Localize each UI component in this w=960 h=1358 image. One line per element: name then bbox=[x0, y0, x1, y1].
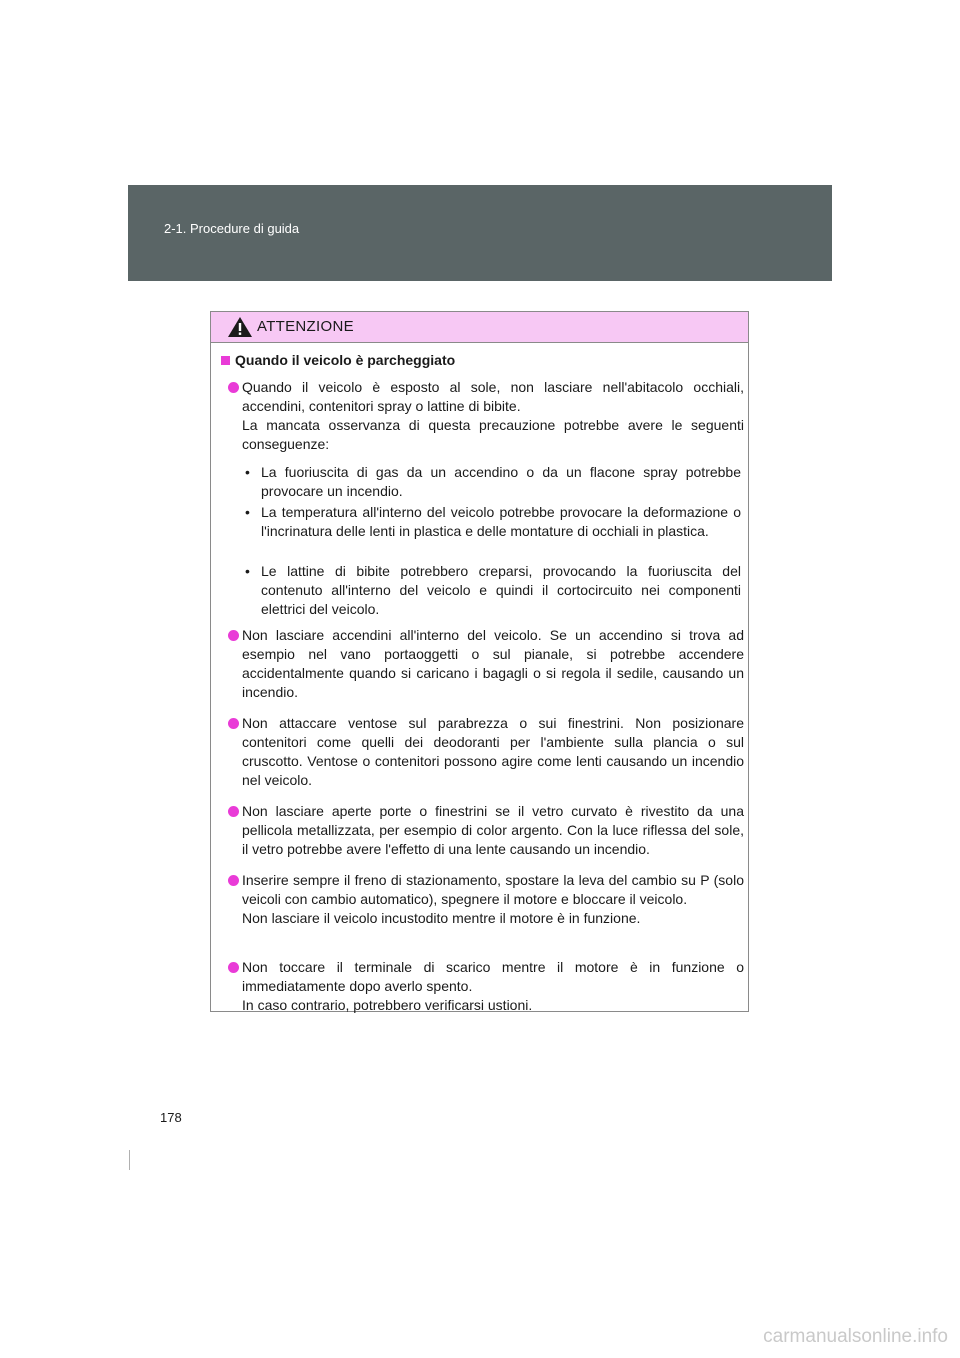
sub-bullet-text: Le lattine di bibite potrebbero creparsi, provocando la fuoriuscita del contenuto all'interno del veicolo e quindi il cortocircuito nei componenti elettrici del veicolo. bbox=[261, 563, 741, 617]
margin-mark bbox=[129, 1150, 130, 1170]
item-text: Inserire sempre il freno di stazionamento, spostare la leva del cambio su P (solo veicoli con cambio automatico), spegnere il motore e bloccare il veicolo. bbox=[242, 872, 744, 907]
warning-triangle-icon bbox=[227, 316, 253, 338]
circle-bullet-icon bbox=[228, 718, 239, 729]
warning-item bbox=[228, 626, 744, 702]
item-text: Non lasciare accendini all'interno del veicolo. Se un accendino si trova ad esempio nel vano portaoggetti o sul pianale, si potrebbe accendere accidentalmente quando si caricano i bagagli o si regola il sedile, causando un incendio. bbox=[242, 627, 744, 700]
circle-bullet-icon bbox=[228, 382, 239, 393]
watermark: carmanualsonline.info bbox=[763, 1326, 948, 1347]
warning-header bbox=[211, 312, 748, 343]
item-text: Non attaccare ventose sul parabrezza o sui finestrini. Non posizionare contenitori come quelli dei deodoranti per l'ambiente sulla plancia o sul cruscotto. Ventose o contenitori possono agire come lenti causando un incendio nel veicolo. bbox=[242, 715, 744, 788]
circle-bullet-icon bbox=[228, 630, 239, 641]
sub-bullet-item bbox=[245, 562, 741, 619]
circle-bullet-icon bbox=[228, 875, 239, 886]
header-band bbox=[128, 185, 832, 281]
item-text: Non lasciare aperte porte o finestrini se il vetro curvato è rivestito da una pellicola metallizzata, per esempio di color argento. Con la luce riflessa del sole, il vetro potrebbe avere l'effetto di una lente causando un incendio. bbox=[242, 803, 744, 857]
warning-item bbox=[228, 871, 744, 928]
sub-bullet-marker: • bbox=[245, 504, 250, 520]
square-bullet-icon bbox=[221, 356, 230, 365]
sub-bullet-item bbox=[245, 463, 741, 501]
item-text: Quando il veicolo è esposto al sole, non lasciare nell'abitacolo occhiali, accendini, contenitori spray o lattine di bibite. bbox=[242, 379, 744, 414]
warning-item bbox=[228, 714, 744, 790]
section-heading-text: Quando il veicolo è parcheggiato bbox=[235, 352, 456, 368]
warning-content bbox=[211, 342, 748, 1011]
warning-box bbox=[210, 311, 749, 1012]
item-text: Non toccare il terminale di scarico mentre il motore è in funzione o immediatamente dopo averlo spento. bbox=[242, 959, 744, 994]
item-text-continued: Non lasciare il veicolo incustodito mentre il motore è in funzione. bbox=[242, 910, 641, 926]
section-title: 2-1. Procedure di guida bbox=[164, 221, 300, 236]
sub-bullet-item bbox=[245, 503, 741, 541]
sub-bullet-text: La fuoriuscita di gas da un accendino o da un flacone spray potrebbe provocare un incendio. bbox=[261, 464, 741, 499]
sub-bullet-marker: • bbox=[245, 464, 250, 480]
item-text-continued: La mancata osservanza di questa precauzione potrebbe avere le seguenti conseguenze: bbox=[242, 417, 744, 452]
page-number: 178 bbox=[160, 1110, 182, 1125]
circle-bullet-icon bbox=[228, 806, 239, 817]
warning-title: ATTENZIONE bbox=[257, 318, 354, 335]
sub-bullet-marker: • bbox=[245, 563, 250, 579]
circle-bullet-icon bbox=[228, 962, 239, 973]
warning-item bbox=[228, 378, 744, 454]
sub-bullet-text: La temperatura all'interno del veicolo potrebbe provocare la deformazione o l'incrinatura delle lenti in plastica e delle montature di occhiali in plastica. bbox=[261, 504, 741, 539]
warning-item bbox=[228, 958, 744, 1015]
item-text-continued: In caso contrario, potrebbero verificarsi ustioni. bbox=[242, 997, 533, 1013]
warning-item bbox=[228, 802, 744, 859]
section-heading bbox=[221, 352, 455, 368]
